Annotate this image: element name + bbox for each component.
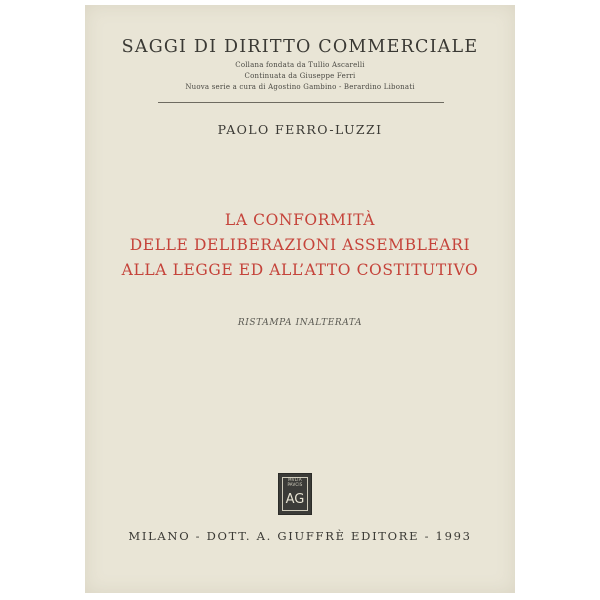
series-new-editors: Nuova serie a cura di Agostino Gambino - Berardino Libonati	[185, 83, 415, 91]
author-name: PAOLO FERRO-LUZZI	[217, 122, 383, 137]
series-continued-by: Continuata da Giuseppe Ferri	[244, 72, 356, 80]
publisher-logo-motto-line-1: MVLTA	[288, 477, 302, 482]
book-cover	[85, 5, 515, 593]
publisher-logo-motto-line-2: PAVCIS	[287, 482, 303, 487]
publisher-imprint: MILANO - DOTT. A. GIUFFRÈ EDITORE - 1993	[128, 529, 472, 543]
publisher-logo	[278, 473, 312, 515]
book-title-line-1: LA CONFORMITÀ	[224, 211, 376, 229]
series-title: SAGGI DI DIRITTO COMMERCIALE	[121, 37, 479, 57]
reprint-note: RISTAMPA INALTERATA	[237, 318, 363, 328]
series-founded-by: Collana fondata da Tullio Ascarelli	[235, 61, 365, 69]
publisher-logo-motto	[282, 477, 308, 487]
divider-rule	[158, 102, 444, 103]
book-title-line-3: ALLA LEGGE ED ALL’ATTO COSTITUTIVO	[121, 261, 479, 279]
publisher-logo-mark: AG	[285, 492, 305, 507]
book-title-line-2: DELLE DELIBERAZIONI ASSEMBLEARI	[129, 236, 471, 254]
